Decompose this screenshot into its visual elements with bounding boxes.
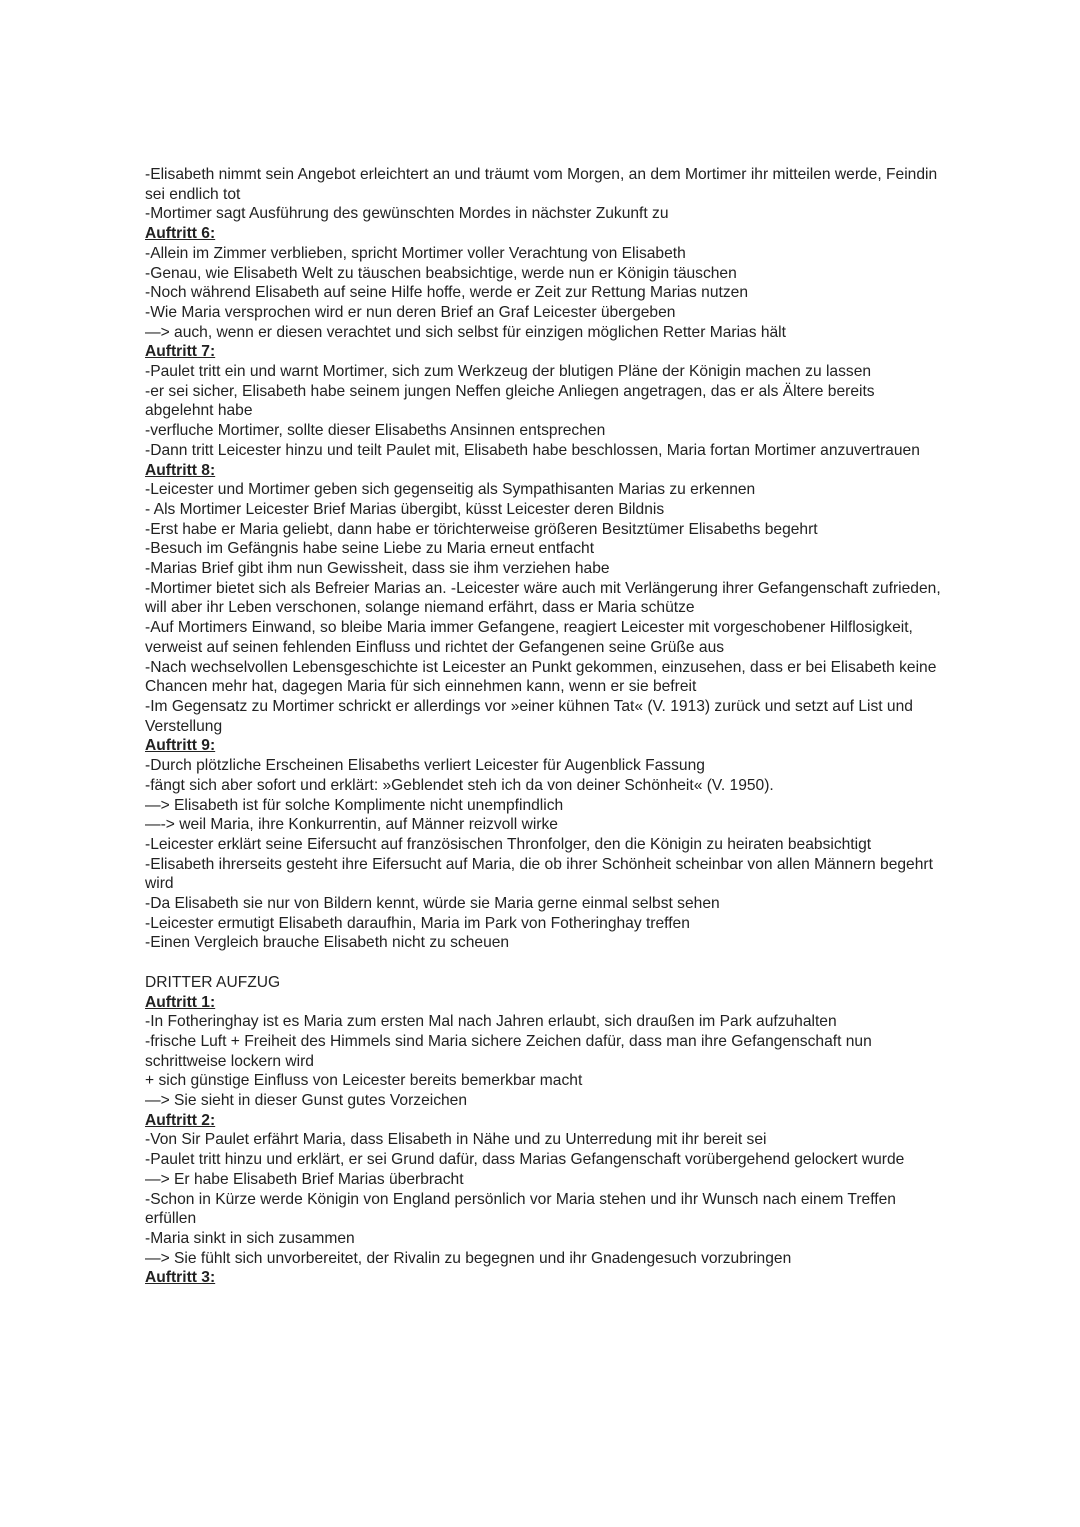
text-line: -frische Luft + Freiheit des Himmels sind Maria sichere Zeichen dafür, dass man ihre Gefangenschaft nun schrittweise lockern wird — [145, 1032, 877, 1070]
section-heading-auftritt-7: Auftritt 7: — [145, 343, 216, 361]
text-line: -Einen Vergleich brauche Elisabeth nicht zu scheuen — [145, 934, 510, 952]
text-line: -fängt sich aber sofort und erklärt: »Geblendet steh ich da von deiner Schönheit« (V. 1950). — [145, 776, 774, 794]
text-line: —-> weil Maria, ihre Konkurrentin, auf Männer reizvoll wirke — [145, 816, 558, 834]
text-line: -verfluche Mortimer, sollte dieser Elisabeths Ansinnen entsprechen — [145, 422, 606, 440]
spacer — [145, 953, 945, 973]
text-line: - Als Mortimer Leicester Brief Marias übergibt, küsst Leicester deren Bildnis — [145, 500, 665, 518]
act-title: DRITTER AUFZUG — [145, 973, 281, 991]
document-page — [145, 165, 945, 1288]
text-line: -Allein im Zimmer verblieben, spricht Mortimer voller Verachtung von Elisabeth — [145, 244, 686, 262]
section-heading-auftritt-9: Auftritt 9: — [145, 737, 216, 755]
text-line: -Im Gegensatz zu Mortimer schrickt er allerdings vor »einer kühnen Tat« (V. 1913) zurück und setzt auf List und Verstellung — [145, 697, 918, 735]
text-line: -Paulet tritt ein und warnt Mortimer, sich zum Werkzeug der blutigen Pläne der Königin machen zu lassen — [145, 363, 872, 381]
text-line: -Leicester ermutigt Elisabeth daraufhin, Maria im Park von Fotheringhay treffen — [145, 914, 690, 932]
text-line: -Wie Maria versprochen wird er nun deren Brief an Graf Leicester übergeben — [145, 303, 676, 321]
text-line: -Leicester erklärt seine Eifersucht auf französischen Thronfolger, den die Königin zu heiraten beabsichtigt — [145, 835, 872, 853]
text-line: -Elisabeth ihrerseits gesteht ihre Eifersucht auf Maria, die ob ihrer Schönheit scheinbar von allen Männern begehrt wird — [145, 855, 938, 893]
text-line: -er sei sicher, Elisabeth habe seinem jungen Neffen gleiche Anliegen angetragen, das er als Ältere bereits abgelehnt habe — [145, 382, 879, 420]
text-line: -Erst habe er Maria geliebt, dann habe er törichterweise größeren Besitztümer Elisabeths begehrt — [145, 520, 818, 538]
text-line: —> Sie fühlt sich unvorbereitet, der Rivalin zu begegnen und ihr Gnadengesuch vorzubringen — [145, 1249, 792, 1267]
text-line: -Mortimer bietet sich als Befreier Marias an. -Leicester wäre auch mit Verlängerung ihrer Gefangenschaft zufrieden, will aber ihr Leben verschonen, solange niemand erfährt, dass er Maria schütze — [145, 579, 945, 617]
section-heading-act3-auftritt-2: Auftritt 2: — [145, 1111, 216, 1129]
text-line: -In Fotheringhay ist es Maria zum ersten Mal nach Jahren erlaubt, sich draußen im Park aufzuhalten — [145, 1013, 837, 1031]
text-line: -Besuch im Gefängnis habe seine Liebe zu Maria erneut entfacht — [145, 540, 595, 558]
text-line: -Genau, wie Elisabeth Welt zu täuschen beabsichtige, werde nun er Königin täuschen — [145, 264, 737, 282]
text-line: —> Sie sieht in dieser Gunst gutes Vorzeichen — [145, 1092, 468, 1110]
text-line: -Nach wechselvollen Lebensgeschichte ist Leicester an Punkt gekommen, einzusehen, dass er bei Elisabeth keine Chancen mehr hat, dagegen Maria für sich einnehmen kann, wenn er sie befreit — [145, 658, 941, 696]
text-line: -Paulet tritt hinzu und erklärt, er sei Grund dafür, dass Marias Gefangenschaft vorübergehend gelockert wurde — [145, 1151, 905, 1169]
text-line: -Durch plötzliche Erscheinen Elisabeths verliert Leicester für Augenblick Fassung — [145, 757, 705, 775]
section-heading-auftritt-6: Auftritt 6: — [145, 225, 216, 243]
text-line: -Marias Brief gibt ihm nun Gewissheit, dass sie ihm verziehen habe — [145, 560, 610, 578]
text-line: —> Elisabeth ist für solche Komplimente nicht unempfindlich — [145, 796, 564, 814]
section-heading-auftritt-8: Auftritt 8: — [145, 461, 216, 479]
section-heading-act3-auftritt-3: Auftritt 3: — [145, 1269, 216, 1287]
text-line: -Auf Mortimers Einwand, so bleibe Maria immer Gefangene, reagiert Leicester mit vorgeschobener Hilflosigkeit, verweist auf seinen fehlenden Einfluss und richtet der Gefangenen seine Grüße aus — [145, 619, 918, 656]
text-line: —> auch, wenn er diesen verachtet und sich selbst für einzigen möglichen Retter Marias hält — [145, 323, 786, 341]
text-line: -Von Sir Paulet erfährt Maria, dass Elisabeth in Nähe und zu Unterredung mit ihr bereit sei — [145, 1131, 767, 1149]
text-line: -Da Elisabeth sie nur von Bildern kennt, würde sie Maria gerne einmal selbst sehen — [145, 895, 720, 913]
text-line: -Maria sinkt in sich zusammen — [145, 1229, 355, 1247]
text-line: -Mortimer sagt Ausführung des gewünschten Mordes in nächster Zukunft zu — [145, 205, 669, 223]
text-line: + sich günstige Einfluss von Leicester bereits bemerkbar macht — [145, 1072, 583, 1090]
text-line: -Elisabeth nimmt sein Angebot erleichtert an und träumt vom Morgen, an dem Mortimer ihr mitteilen werde, Feindin sei endlich tot — [145, 166, 942, 203]
text-line: -Dann tritt Leicester hinzu und teilt Paulet mit, Elisabeth habe beschlossen, Maria fortan Mortimer anzuvertrauen — [145, 441, 920, 459]
text-line: —> Er habe Elisabeth Brief Marias überbracht — [145, 1170, 464, 1188]
section-heading-act3-auftritt-1: Auftritt 1: — [145, 993, 216, 1011]
text-line: -Schon in Kürze werde Königin von England persönlich vor Maria stehen und ihr Wunsch nach einem Treffen erfüllen — [145, 1190, 901, 1228]
text-line: -Noch während Elisabeth auf seine Hilfe hoffe, werde er Zeit zur Rettung Marias nutzen — [145, 284, 748, 302]
text-line: -Leicester und Mortimer geben sich gegenseitig als Sympathisanten Marias zu erkennen — [145, 481, 756, 499]
